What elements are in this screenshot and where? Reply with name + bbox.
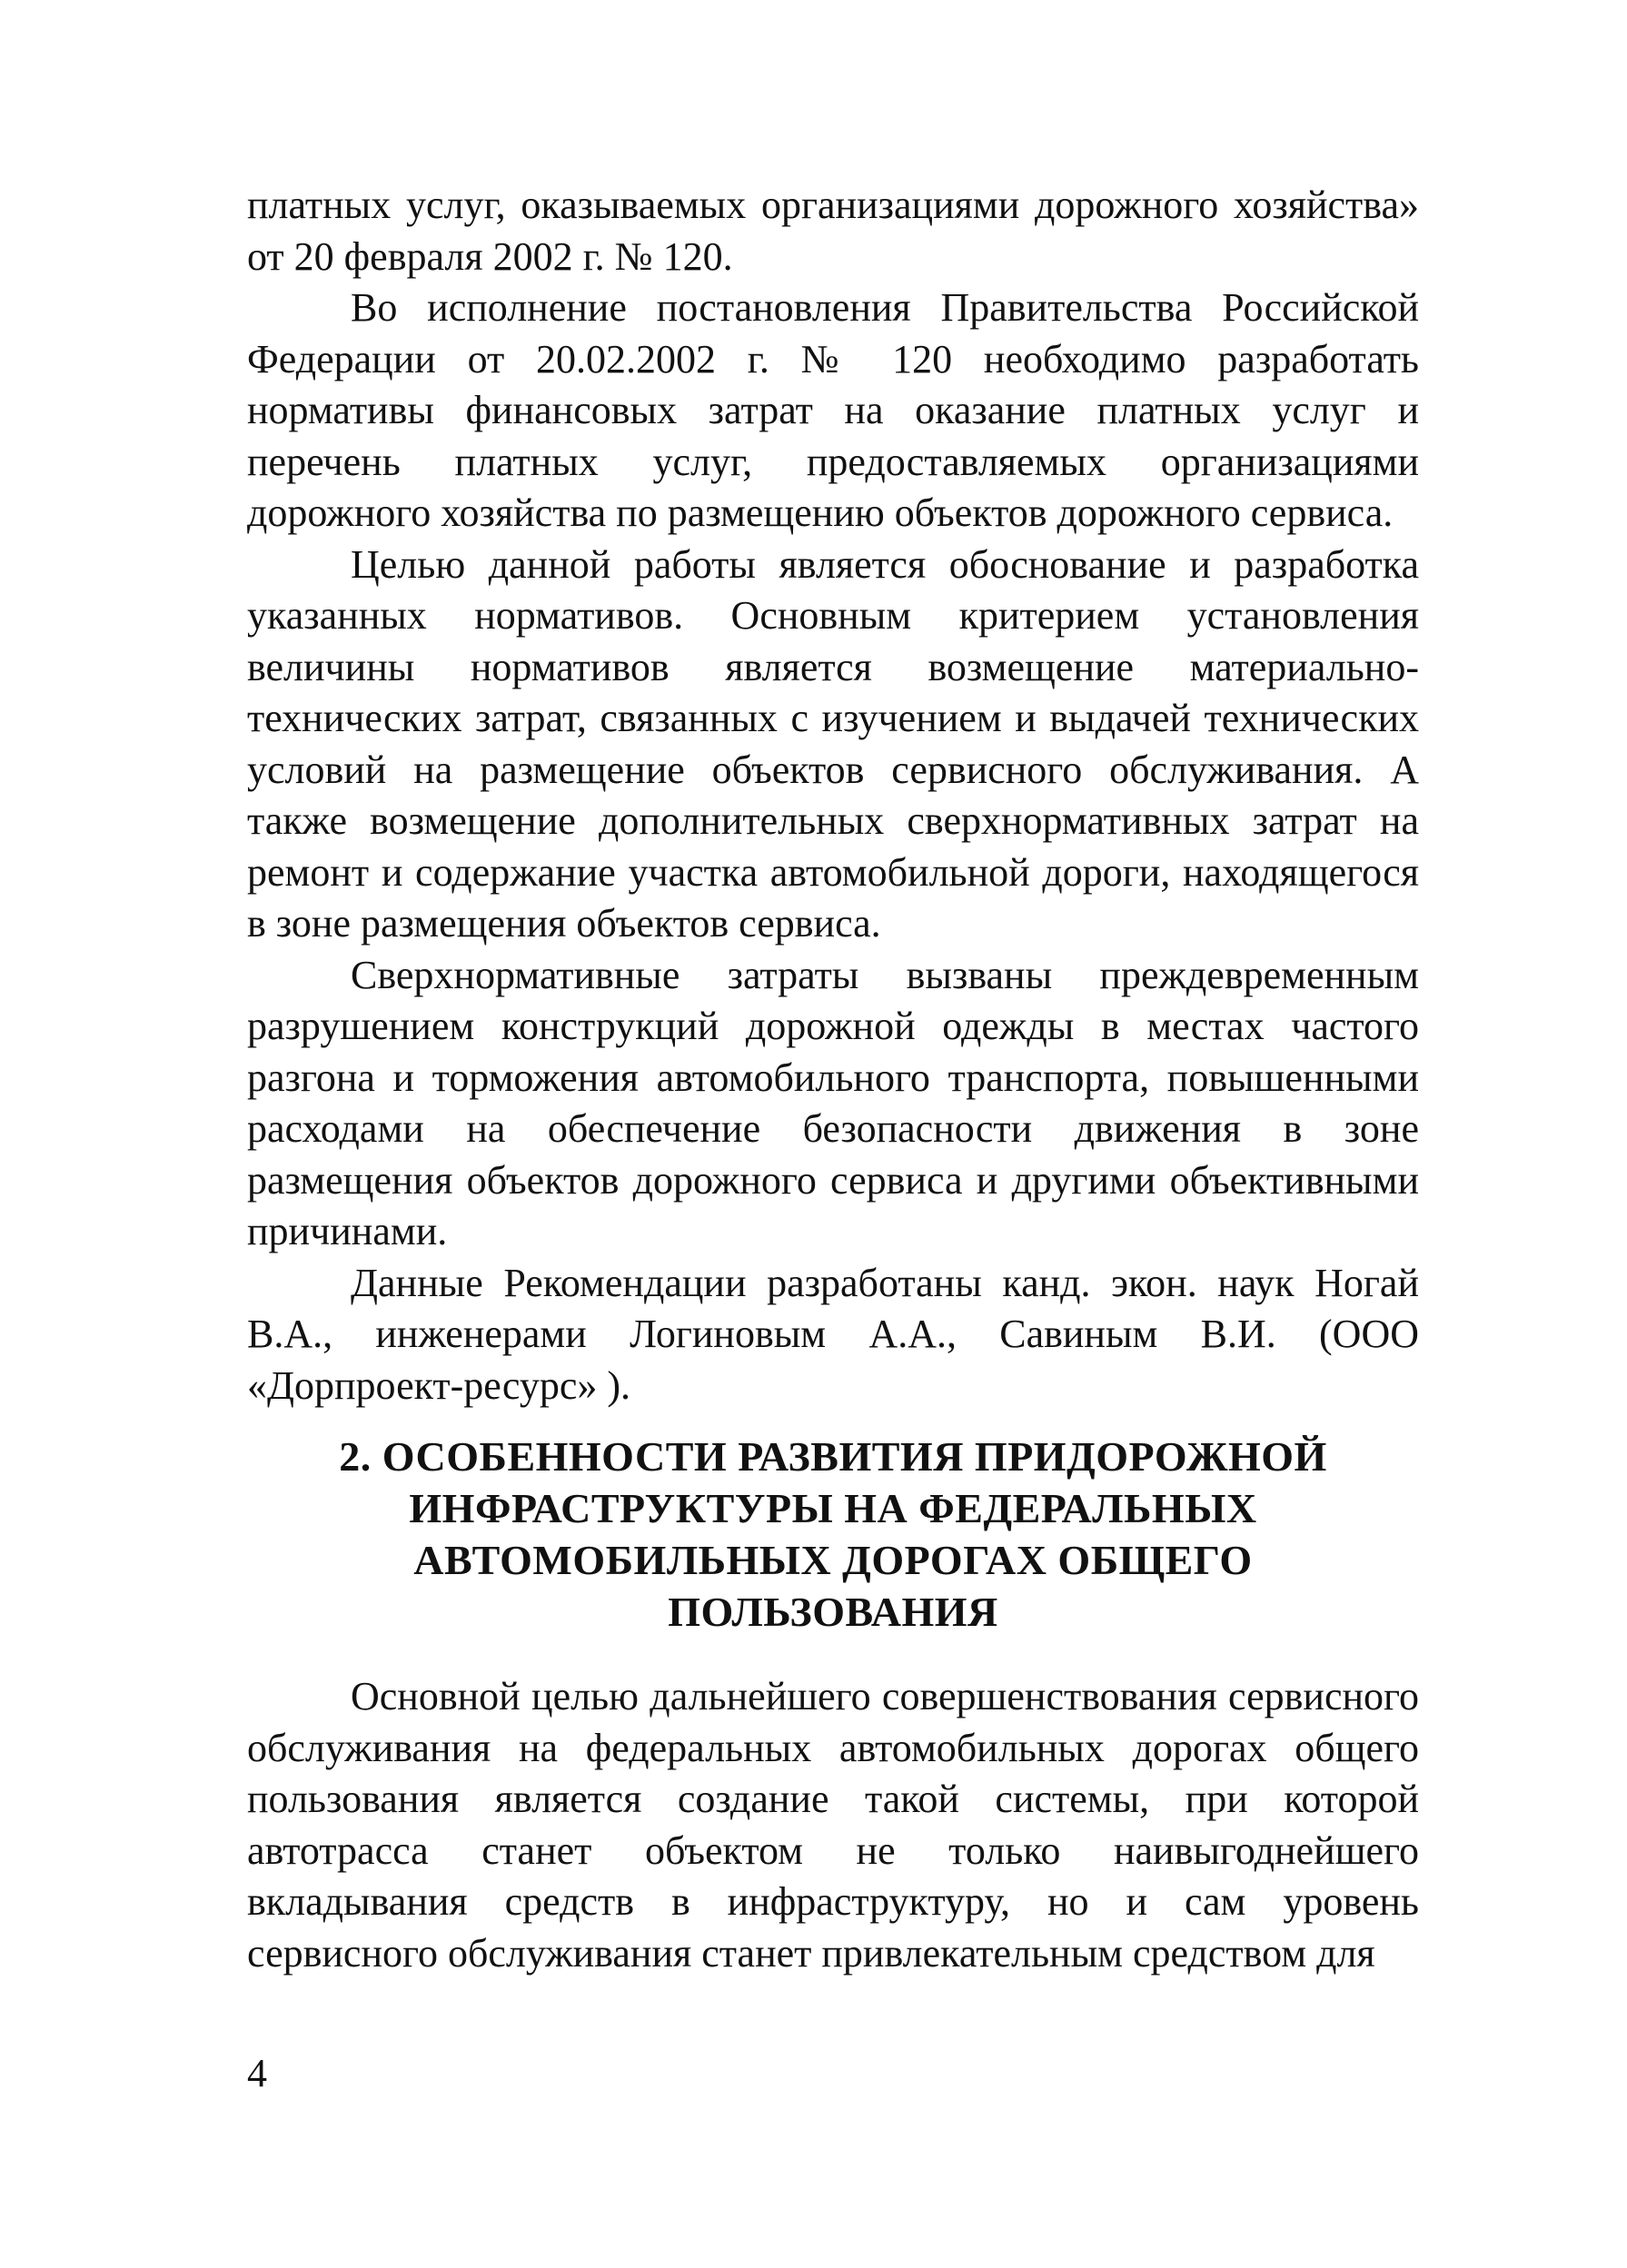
paragraph-extra-costs: Сверхнормативные затраты вызваны преждевременным разрушением конструкций дорожной одежды в местах частого разгона и торможения автомобильного транспорта, повышенными расходами на обеспечение безопасности движения в зоне размещения объектов дорожного сервиса и другими объективными причинами. xyxy=(247,952,1419,1253)
paragraph-continuation: платных услуг, оказываемых организациями дорожного хозяйства» от 20 февраля 2002 г. № 120. xyxy=(247,183,1419,279)
section-heading-line-1: 2. ОСОБЕННОСТИ РАЗВИТИЯ ПРИДОРОЖНОЙ xyxy=(339,1433,1327,1480)
section-heading-line-3: АВТОМОБИЛЬНЫХ ДОРОГАХ ОБЩЕГО xyxy=(413,1537,1253,1583)
paragraph-authors: Данные Рекомендации разработаны канд. экон. наук Ногай В.А., инженерами Логиновым А.А., Савиным В.И. (ООО «Дорпроект-ресурс» ). xyxy=(247,1260,1419,1408)
body-text-top xyxy=(247,180,1419,1411)
paragraph-goal: Целью данной работы является обоснование и разработка указанных нормативов. Основным критерием установления величины нормативов является возмещение материально-технических затрат, связанных с изучением и выдачей технических условий на размещение объектов сервисного обслуживания. А также возмещение дополнительных сверхнормативных затрат на ремонт и содержание участка автомобильной дороги, находящегося в зоне размещения объектов сервиса. xyxy=(247,541,1419,946)
body-text-bottom xyxy=(247,1671,1419,1979)
paragraph-main-goal: Основной целью дальнейшего совершенствования сервисного обслуживания на федеральных автомобильных дорогах общего пользования является создание такой системы, при которой автотрасса станет объектом не только наивыгоднейшего вкладывания средств в инфраструктуру, но и сам уровень сервисного обслуживания станет привлекательным средством для xyxy=(247,1674,1419,1976)
page-number: 4 xyxy=(247,2051,267,2095)
section-heading-line-2: ИНФРАСТРУКТУРЫ НА ФЕДЕРАЛЬНЫХ xyxy=(409,1485,1257,1531)
section-heading xyxy=(247,1431,1419,1638)
section-heading-line-4: ПОЛЬЗОВАНИЯ xyxy=(668,1589,998,1635)
paragraph-resolution: Во исполнение постановления Правительства Российской Федерации от 20.02.2002 г. № 120 необходимо разработать нормативы финансовых затрат на оказание платных услуг и перечень платных услуг, предоставляемых организациями дорожного хозяйства по размещению объектов дорожного сервиса. xyxy=(247,285,1419,535)
